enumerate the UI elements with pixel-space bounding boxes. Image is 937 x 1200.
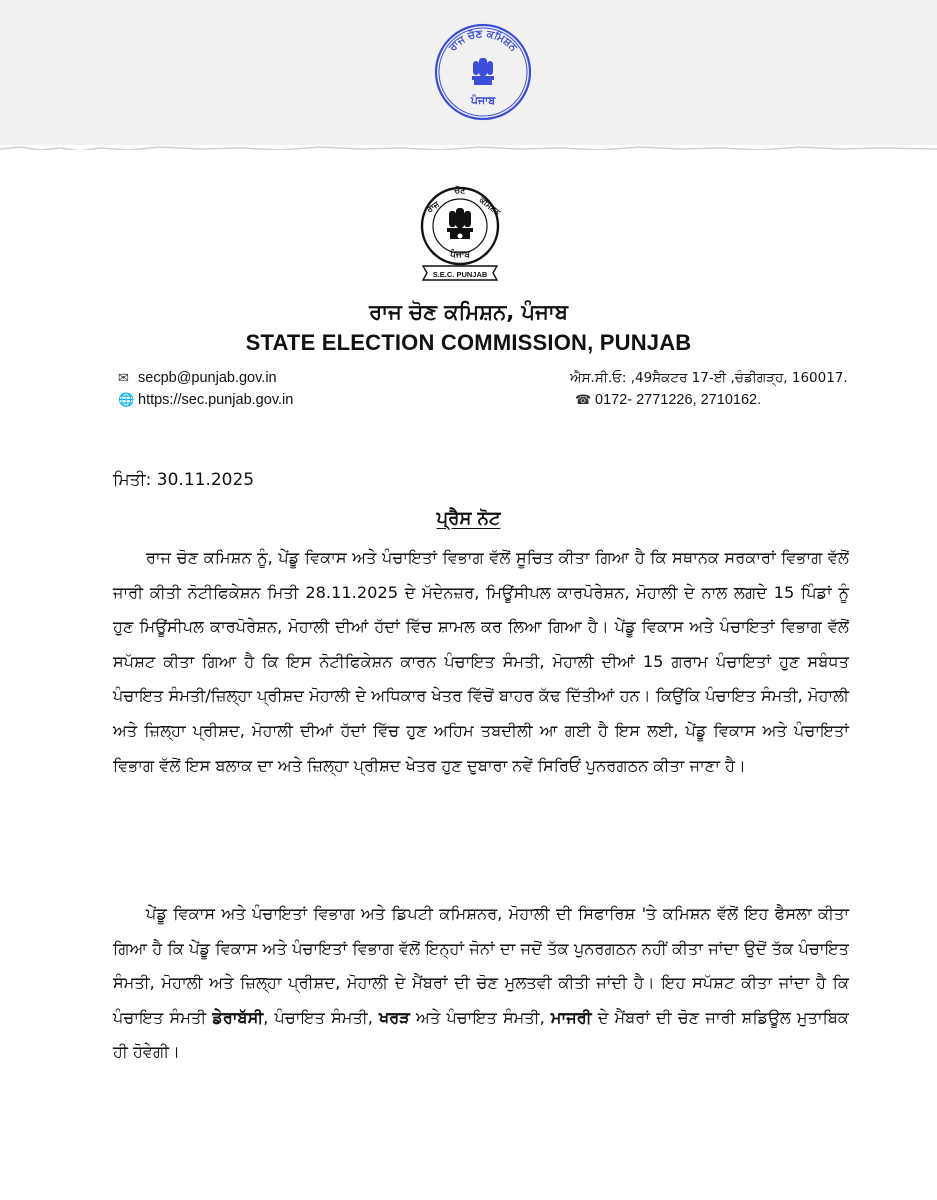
emblem-left-text: ਰਾਜ	[424, 199, 442, 216]
paragraph-2-part-a: ਪੇਂਡੂ ਵਿਕਾਸ ਅਤੇ ਪੰਚਾਇਤਾਂ ਵਿਭਾਗ ਅਤੇ ਡਿਪਟੀ ਕਮਿਸ਼ਨਰ, ਮੋਹਾਲੀ ਦੀ ਸਿਫਾਰਿਸ਼ 'ਤੇ ਕਮਿਸ਼ਨ ਵੱਲੋਂ ਇਹ ਫੈਸਲਾ ਕੀਤਾ ਗਿਆ ਹੈ ਕਿ ਪੇਂਡੂ ਵਿਕਾਸ ਅਤੇ ਪੰਚਾਇਤਾਂ ਵਿਭਾਗ ਵੱਲੋਂ ਇਨ੍ਹਾਂ ਜੋਨਾਂ ਦਾ ਜਦੋਂ ਤੱਕ ਪੁਨਰਗਠਨ ਨਹੀਂ ਕੀਤਾ ਜਾਂਦਾ ਉਦੋਂ ਤੱਕ ਪੰਚਾਇਤ ਸੰਮਤੀ, ਮੋਹਾਲੀ ਅਤੇ ਜ਼ਿਲ੍ਹਾ ਪ੍ਰੀਸ਼ਦ, ਮੋਹਾਲੀ ਦੇ ਮੈਂਬਰਾਂ ਦੀ ਚੋਣ ਮੁਲਤਵੀ ਕੀਤੀ ਜਾਂਦੀ ਹੈ। ਇਹ ਸਪੱਸ਼ਟ ਕੀਤਾ ਜਾਂਦਾ ਹੈ ਕਿ ਪੰਚਾਇਤ ਸੰਮਤੀ	[113, 904, 849, 1027]
paragraph-2-bold-majri: ਮਾਜਰੀ	[550, 1007, 592, 1027]
paragraph-2-bold-kharar: ਖਰੜ	[379, 1007, 410, 1027]
emblem-ribbon-text: S.E.C. PUNJAB	[432, 270, 488, 279]
stamp-bottom-text: ਪੰਜਾਬ	[470, 94, 496, 107]
paragraph-2-part-b: , ਪੰਚਾਇਤ ਸੰਮਤੀ,	[263, 1007, 380, 1027]
emblem-bottom-text: ਪੰਜਾਬ	[450, 250, 470, 260]
emblem-right-text: ਕਮਿਸ਼ਨ	[477, 195, 502, 218]
globe-icon: 🌐	[118, 392, 135, 407]
paragraph-1: ਰਾਜ ਚੋਣ ਕਮਿਸ਼ਨ ਨੂੰ, ਪੇਂਡੂ ਵਿਕਾਸ ਅਤੇ ਪੰਚਾਇਤਾਂ ਵਿਭਾਗ ਵੱਲੋਂ ਸੂਚਿਤ ਕੀਤਾ ਗਿਆ ਹੈ ਕਿ ਸਥਾਨਕ ਸਰਕਾਰਾਂ ਵਿਭਾਗ ਵੱਲੋਂ ਜਾਰੀ ਕੀਤੀ ਨੋਟੀਫਿਕੇਸ਼ਨ ਮਿਤੀ 28.11.2025 ਦੇ ਮੱਦੇਨਜ਼ਰ, ਮਿਊਂਸੀਪਲ ਕਾਰਪੋਰੇਸ਼ਨ, ਮੋਹਾਲੀ ਦੇ ਨਾਲ ਲਗਦੇ 15 ਪਿੰਡਾਂ ਨੂੰ ਹੁਣ ਮਿਊਂਸੀਪਲ ਕਾਰਪੋਰੇਸ਼ਨ, ਮੋਹਾਲੀ ਦੀਆਂ ਹੱਦਾਂ ਵਿੱਚ ਸ਼ਾਮਲ ਕਰ ਲਿਆ ਗਿਆ ਹੈ। ਪੇਂਡੂ ਵਿਕਾਸ ਅਤੇ ਪੰਚਾਇਤਾਂ ਵਿਭਾਗ ਵੱਲੋਂ ਸਪੱਸ਼ਟ ਕੀਤਾ ਗਿਆ ਹੈ ਕਿ ਇਸ ਨੋਟੀਫਿਕੇਸ਼ਨ ਕਾਰਨ ਪੰਚਾਇਤ ਸੰਮਤੀ, ਮੋਹਾਲੀ ਦੀਆਂ 15 ਗਰਾਮ ਪੰਚਾਇਤਾਂ ਹੁਣ ਸਬੰਧਤ ਪੰਚਾਇਤ ਸੰਮਤੀ/ਜ਼ਿਲ੍ਹਾ ਪ੍ਰੀਸ਼ਦ ਮੋਹਾਲੀ ਦੇ ਅਧਿਕਾਰ ਖੇਤਰ ਵਿੱਚੋਂ ਬਾਹਰ ਕੱਢ ਦਿੱਤੀਆਂ ਹਨ। ਕਿਉਂਕਿ ਪੰਚਾਇਤ ਸੰਮਤੀ, ਮੋਹਾਲੀ ਅਤੇ ਜ਼ਿਲ੍ਹਾ ਪ੍ਰੀਸ਼ਦ, ਮੋਹਾਲੀ ਦੀਆਂ ਹੱਦਾਂ ਵਿੱਚ ਹੁਣ ਅਹਿਮ ਤਬਦੀਲੀ ਆ ਗਈ ਹੈ ਇਸ ਲਈ, ਪੇਂਡੂ ਵਿਕਾਸ ਅਤੇ ਪੰਚਾਇਤਾਂ ਵਿਭਾਗ ਵੱਲੋਂ ਇਸ ਬਲਾਕ ਦਾ ਅਤੇ ਜ਼ਿਲ੍ਹਾ ਪ੍ਰੀਸ਼ਦ ਖੇਤਰ ਹੁਣ ਦੁਬਾਰਾ ਨਵੇਂ ਸਿਰਿਓਂ ਪੁਨਰਗਠਨ ਕੀਤਾ ਜਾਣਾ ਹੈ।	[113, 548, 849, 775]
contact-address: ਐਸ.ਸੀ.ਓ: ,49ਸੈਕਟਰ 17-ਈ ,ਚੰਡੀਗੜ੍ਹ, 160017.	[570, 370, 848, 386]
commission-title-punjabi: ਰਾਜ ਚੋਣ ਕਮਿਸ਼ਨ, ਪੰਜਾਬ	[369, 300, 568, 324]
commission-title-english: STATE ELECTION COMMISSION, PUNJAB	[245, 330, 692, 355]
stamp-seal-icon	[428, 22, 538, 122]
contact-phone	[575, 392, 761, 408]
mail-icon: ✉	[118, 370, 129, 385]
contact-website[interactable]	[118, 392, 293, 408]
website-text: https://sec.punjab.gov.in	[138, 392, 294, 408]
contact-email[interactable]	[118, 370, 277, 386]
phone-text: 0172- 2771226, 2710162.	[595, 392, 762, 408]
press-note-heading	[0, 508, 937, 529]
commission-stamp	[428, 22, 538, 122]
paragraph-2	[113, 897, 849, 1070]
telephone-icon: ☎	[575, 392, 592, 407]
emblem-seal-icon	[415, 180, 505, 288]
paragraph-2-part-d: ਦੇ ਮੈਂਬਰਾਂ ਦੀ ਚੋਣ ਜਾਰੀ ਸ਼ਡਿਊਲ ਮੁਤਾਬਿਕ ਹੀ ਹੋਵੇਗੀ।	[113, 1007, 849, 1062]
paragraph-2-bold-derabassi: ਡੇਰਾਬੱਸੀ	[212, 1007, 264, 1027]
svg-text:ਰਾਜ ਚੋਣ ਕਮਿਸ਼ਨ	[446, 27, 520, 55]
press-note-heading-text: ਪ੍ਰੈਸ ਨੋਟ	[436, 508, 501, 529]
document-date: ਮਿਤੀ: 30.11.2025	[113, 470, 255, 490]
email-text: secpb@punjab.gov.in	[138, 370, 277, 386]
stamp-top-text: ਰਾਜ ਚੋਣ ਕਮਿਸ਼ਨ	[446, 27, 520, 54]
emblem-top-text: ਚੋਣ	[454, 186, 466, 196]
paragraph-2-part-c: ਅਤੇ ਪੰਚਾਇਤ ਸੰਮਤੀ,	[409, 1007, 551, 1027]
